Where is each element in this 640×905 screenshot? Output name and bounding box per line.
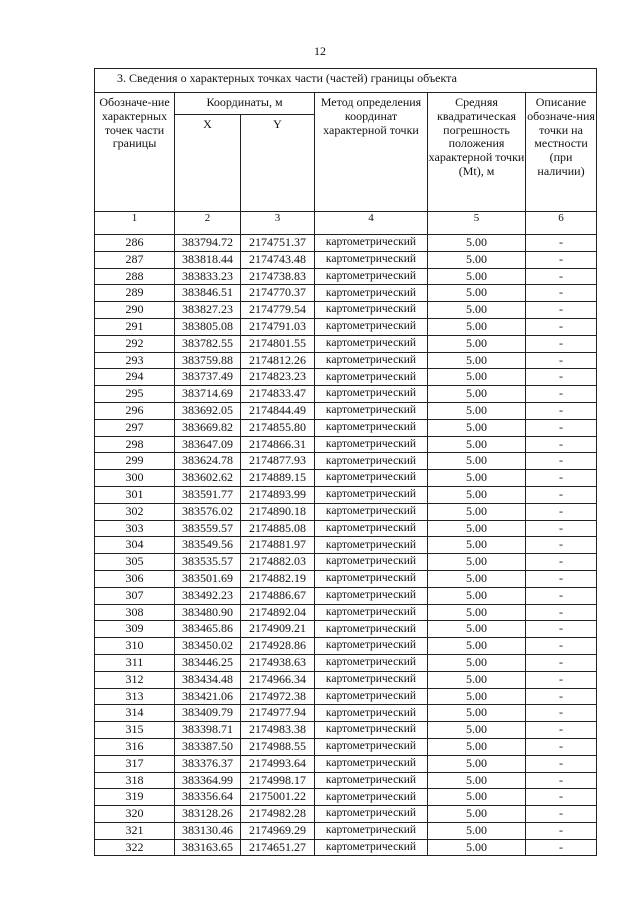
table-body <box>95 235 597 856</box>
method-cell: картометрический <box>315 705 428 722</box>
method-cell: картометрический <box>315 688 428 705</box>
error-cell: 5.00 <box>428 621 526 638</box>
table-row <box>95 570 597 587</box>
y-coordinate-cell: 2174892.04 <box>241 604 315 621</box>
y-coordinate-cell: 2174885.08 <box>241 520 315 537</box>
error-cell: 5.00 <box>428 806 526 823</box>
method-cell: картометрический <box>315 654 428 671</box>
error-cell: 5.00 <box>428 587 526 604</box>
y-coordinate-cell: 2174909.21 <box>241 621 315 638</box>
method-cell: картометрический <box>315 453 428 470</box>
method-cell: картометрический <box>315 671 428 688</box>
description-cell: - <box>526 570 597 587</box>
table-row <box>95 386 597 403</box>
method-cell: картометрический <box>315 268 428 285</box>
x-coordinate-cell: 383480.90 <box>175 604 241 621</box>
error-cell: 5.00 <box>428 386 526 403</box>
description-cell: - <box>526 486 597 503</box>
header-y: Y <box>241 115 315 212</box>
method-cell: картометрический <box>315 235 428 252</box>
point-id-cell: 310 <box>95 638 175 655</box>
x-coordinate-cell: 383602.62 <box>175 470 241 487</box>
x-coordinate-cell: 383163.65 <box>175 839 241 856</box>
method-cell: картометрический <box>315 537 428 554</box>
method-cell: картометрический <box>315 621 428 638</box>
error-cell: 5.00 <box>428 554 526 571</box>
column-number: 3 <box>241 212 315 235</box>
method-cell: картометрический <box>315 638 428 655</box>
description-cell: - <box>526 822 597 839</box>
method-cell: картометрический <box>315 386 428 403</box>
point-id-cell: 299 <box>95 453 175 470</box>
description-cell: - <box>526 688 597 705</box>
method-cell: картометрический <box>315 335 428 352</box>
method-cell: картометрический <box>315 789 428 806</box>
table-row <box>95 604 597 621</box>
error-cell: 5.00 <box>428 470 526 487</box>
method-cell: картометрический <box>315 839 428 856</box>
description-cell: - <box>526 638 597 655</box>
error-cell: 5.00 <box>428 436 526 453</box>
point-id-cell: 288 <box>95 268 175 285</box>
x-coordinate-cell: 383409.79 <box>175 705 241 722</box>
error-cell: 5.00 <box>428 251 526 268</box>
description-cell: - <box>526 335 597 352</box>
y-coordinate-cell: 2174823.23 <box>241 369 315 386</box>
x-coordinate-cell: 383364.99 <box>175 772 241 789</box>
table-row <box>95 688 597 705</box>
point-id-cell: 312 <box>95 671 175 688</box>
point-id-cell: 314 <box>95 705 175 722</box>
error-cell: 5.00 <box>428 235 526 252</box>
table-row <box>95 671 597 688</box>
error-cell: 5.00 <box>428 537 526 554</box>
error-cell: 5.00 <box>428 486 526 503</box>
x-coordinate-cell: 383669.82 <box>175 419 241 436</box>
error-cell: 5.00 <box>428 285 526 302</box>
method-cell: картометрический <box>315 486 428 503</box>
method-cell: картометрический <box>315 570 428 587</box>
header-coordinates: Координаты, м <box>175 93 315 115</box>
method-cell: картометрический <box>315 554 428 571</box>
y-coordinate-cell: 2174651.27 <box>241 839 315 856</box>
header-designation: Обозначе-ние характерных точек части границы <box>95 93 175 212</box>
description-cell: - <box>526 453 597 470</box>
table-row <box>95 352 597 369</box>
x-coordinate-cell: 383818.44 <box>175 251 241 268</box>
description-cell: - <box>526 587 597 604</box>
error-cell: 5.00 <box>428 604 526 621</box>
table-row <box>95 486 597 503</box>
x-coordinate-cell: 383576.02 <box>175 503 241 520</box>
error-cell: 5.00 <box>428 419 526 436</box>
y-coordinate-cell: 2174882.03 <box>241 554 315 571</box>
x-coordinate-cell: 383356.64 <box>175 789 241 806</box>
y-coordinate-cell: 2174743.48 <box>241 251 315 268</box>
error-cell: 5.00 <box>428 671 526 688</box>
table-row <box>95 638 597 655</box>
method-cell: картометрический <box>315 251 428 268</box>
description-cell: - <box>526 318 597 335</box>
x-coordinate-cell: 383535.57 <box>175 554 241 571</box>
error-cell: 5.00 <box>428 503 526 520</box>
point-id-cell: 308 <box>95 604 175 621</box>
description-cell: - <box>526 470 597 487</box>
error-cell: 5.00 <box>428 352 526 369</box>
point-id-cell: 287 <box>95 251 175 268</box>
x-coordinate-cell: 383794.72 <box>175 235 241 252</box>
error-cell: 5.00 <box>428 402 526 419</box>
error-cell: 5.00 <box>428 570 526 587</box>
table-row <box>95 722 597 739</box>
point-id-cell: 290 <box>95 302 175 319</box>
method-cell: картометрический <box>315 503 428 520</box>
point-id-cell: 311 <box>95 654 175 671</box>
y-coordinate-cell: 2174893.99 <box>241 486 315 503</box>
y-coordinate-cell: 2174928.86 <box>241 638 315 655</box>
x-coordinate-cell: 383398.71 <box>175 722 241 739</box>
point-id-cell: 303 <box>95 520 175 537</box>
table-row <box>95 268 597 285</box>
x-coordinate-cell: 383376.37 <box>175 755 241 772</box>
point-id-cell: 295 <box>95 386 175 403</box>
description-cell: - <box>526 302 597 319</box>
boundary-points-table <box>94 68 597 856</box>
table-row <box>95 755 597 772</box>
method-cell: картометрический <box>315 318 428 335</box>
x-coordinate-cell: 383759.88 <box>175 352 241 369</box>
column-number: 2 <box>175 212 241 235</box>
error-cell: 5.00 <box>428 369 526 386</box>
table-row <box>95 839 597 856</box>
y-coordinate-cell: 2174889.15 <box>241 470 315 487</box>
point-id-cell: 306 <box>95 570 175 587</box>
header-error: Средняя квадратическая погрешность положения характерной точки (Mt), м <box>428 93 526 212</box>
point-id-cell: 315 <box>95 722 175 739</box>
y-coordinate-cell: 2174972.38 <box>241 688 315 705</box>
y-coordinate-cell: 2174886.67 <box>241 587 315 604</box>
table-row <box>95 402 597 419</box>
x-coordinate-cell: 383559.57 <box>175 520 241 537</box>
error-cell: 5.00 <box>428 654 526 671</box>
table-row <box>95 537 597 554</box>
y-coordinate-cell: 2174890.18 <box>241 503 315 520</box>
y-coordinate-cell: 2174983.38 <box>241 722 315 739</box>
point-id-cell: 292 <box>95 335 175 352</box>
method-cell: картометрический <box>315 806 428 823</box>
x-coordinate-cell: 383827.23 <box>175 302 241 319</box>
method-cell: картометрический <box>315 755 428 772</box>
error-cell: 5.00 <box>428 302 526 319</box>
description-cell: - <box>526 621 597 638</box>
y-coordinate-cell: 2174855.80 <box>241 419 315 436</box>
description-cell: - <box>526 839 597 856</box>
y-coordinate-cell: 2174844.49 <box>241 402 315 419</box>
description-cell: - <box>526 738 597 755</box>
y-coordinate-cell: 2174882.19 <box>241 570 315 587</box>
y-coordinate-cell: 2174977.94 <box>241 705 315 722</box>
error-cell: 5.00 <box>428 318 526 335</box>
page-number: 12 <box>314 44 326 58</box>
y-coordinate-cell: 2174881.97 <box>241 537 315 554</box>
y-coordinate-cell: 2174988.55 <box>241 738 315 755</box>
error-cell: 5.00 <box>428 705 526 722</box>
description-cell: - <box>526 251 597 268</box>
point-id-cell: 316 <box>95 738 175 755</box>
x-coordinate-cell: 383450.02 <box>175 638 241 655</box>
y-coordinate-cell: 2174969.29 <box>241 822 315 839</box>
error-cell: 5.00 <box>428 789 526 806</box>
description-cell: - <box>526 369 597 386</box>
method-cell: картометрический <box>315 587 428 604</box>
column-number: 6 <box>526 212 597 235</box>
point-id-cell: 318 <box>95 772 175 789</box>
description-cell: - <box>526 285 597 302</box>
y-coordinate-cell: 2174998.17 <box>241 772 315 789</box>
method-cell: картометрический <box>315 470 428 487</box>
description-cell: - <box>526 671 597 688</box>
error-cell: 5.00 <box>428 822 526 839</box>
point-id-cell: 320 <box>95 806 175 823</box>
table-row <box>95 302 597 319</box>
x-coordinate-cell: 383434.48 <box>175 671 241 688</box>
table-row <box>95 789 597 806</box>
y-coordinate-cell: 2174833.47 <box>241 386 315 403</box>
y-coordinate-cell: 2174966.34 <box>241 671 315 688</box>
method-cell: картометрический <box>315 520 428 537</box>
table-row <box>95 335 597 352</box>
table-row <box>95 705 597 722</box>
x-coordinate-cell: 383846.51 <box>175 285 241 302</box>
method-cell: картометрический <box>315 436 428 453</box>
header-description: Описание обозначе-ния точки на местности (при наличии) <box>526 93 597 212</box>
error-cell: 5.00 <box>428 520 526 537</box>
point-id-cell: 300 <box>95 470 175 487</box>
x-coordinate-cell: 383591.77 <box>175 486 241 503</box>
point-id-cell: 321 <box>95 822 175 839</box>
y-coordinate-cell: 2174877.93 <box>241 453 315 470</box>
y-coordinate-cell: 2174812.26 <box>241 352 315 369</box>
description-cell: - <box>526 604 597 621</box>
point-id-cell: 298 <box>95 436 175 453</box>
description-cell: - <box>526 419 597 436</box>
x-coordinate-cell: 383692.05 <box>175 402 241 419</box>
table-row <box>95 453 597 470</box>
error-cell: 5.00 <box>428 335 526 352</box>
error-cell: 5.00 <box>428 268 526 285</box>
description-cell: - <box>526 705 597 722</box>
description-cell: - <box>526 722 597 739</box>
table-row <box>95 436 597 453</box>
method-cell: картометрический <box>315 352 428 369</box>
x-coordinate-cell: 383501.69 <box>175 570 241 587</box>
y-coordinate-cell: 2174993.64 <box>241 755 315 772</box>
x-coordinate-cell: 383387.50 <box>175 738 241 755</box>
y-coordinate-cell: 2174801.55 <box>241 335 315 352</box>
header-method: Метод определения координат характерной точки <box>315 93 428 212</box>
table-row <box>95 470 597 487</box>
table-row <box>95 621 597 638</box>
y-coordinate-cell: 2175001.22 <box>241 789 315 806</box>
error-cell: 5.00 <box>428 755 526 772</box>
description-cell: - <box>526 755 597 772</box>
description-cell: - <box>526 386 597 403</box>
point-id-cell: 307 <box>95 587 175 604</box>
description-cell: - <box>526 503 597 520</box>
method-cell: картометрический <box>315 822 428 839</box>
table-row <box>95 235 597 252</box>
point-id-cell: 302 <box>95 503 175 520</box>
y-coordinate-cell: 2174751.37 <box>241 235 315 252</box>
method-cell: картометрический <box>315 419 428 436</box>
table-row <box>95 419 597 436</box>
error-cell: 5.00 <box>428 839 526 856</box>
y-coordinate-cell: 2174938.63 <box>241 654 315 671</box>
table-row <box>95 738 597 755</box>
x-coordinate-cell: 383465.86 <box>175 621 241 638</box>
table-row <box>95 554 597 571</box>
table-row <box>95 822 597 839</box>
y-coordinate-cell: 2174791.03 <box>241 318 315 335</box>
point-id-cell: 294 <box>95 369 175 386</box>
x-coordinate-cell: 383714.69 <box>175 386 241 403</box>
error-cell: 5.00 <box>428 738 526 755</box>
x-coordinate-cell: 383130.46 <box>175 822 241 839</box>
x-coordinate-cell: 383421.06 <box>175 688 241 705</box>
x-coordinate-cell: 383492.23 <box>175 587 241 604</box>
y-coordinate-cell: 2174982.28 <box>241 806 315 823</box>
table-row <box>95 285 597 302</box>
y-coordinate-cell: 2174866.31 <box>241 436 315 453</box>
table-row <box>95 772 597 789</box>
table-row <box>95 503 597 520</box>
method-cell: картометрический <box>315 302 428 319</box>
table-row <box>95 806 597 823</box>
description-cell: - <box>526 402 597 419</box>
description-cell: - <box>526 554 597 571</box>
method-cell: картометрический <box>315 772 428 789</box>
table-row <box>95 587 597 604</box>
description-cell: - <box>526 235 597 252</box>
point-id-cell: 296 <box>95 402 175 419</box>
description-cell: - <box>526 772 597 789</box>
description-cell: - <box>526 654 597 671</box>
description-cell: - <box>526 436 597 453</box>
section-title: 3. Сведения о характерных точках части (частей) границы объекта <box>95 69 597 93</box>
x-coordinate-cell: 383446.25 <box>175 654 241 671</box>
point-id-cell: 322 <box>95 839 175 856</box>
x-coordinate-cell: 383833.23 <box>175 268 241 285</box>
column-number: 4 <box>315 212 428 235</box>
point-id-cell: 291 <box>95 318 175 335</box>
point-id-cell: 305 <box>95 554 175 571</box>
column-number: 1 <box>95 212 175 235</box>
x-coordinate-cell: 383805.08 <box>175 318 241 335</box>
method-cell: картометрический <box>315 369 428 386</box>
point-id-cell: 293 <box>95 352 175 369</box>
table-row <box>95 520 597 537</box>
point-id-cell: 309 <box>95 621 175 638</box>
x-coordinate-cell: 383782.55 <box>175 335 241 352</box>
y-coordinate-cell: 2174738.83 <box>241 268 315 285</box>
point-id-cell: 319 <box>95 789 175 806</box>
table-row <box>95 318 597 335</box>
table-row <box>95 654 597 671</box>
method-cell: картометрический <box>315 722 428 739</box>
point-id-cell: 317 <box>95 755 175 772</box>
point-id-cell: 304 <box>95 537 175 554</box>
description-cell: - <box>526 789 597 806</box>
description-cell: - <box>526 520 597 537</box>
table-row <box>95 251 597 268</box>
error-cell: 5.00 <box>428 638 526 655</box>
description-cell: - <box>526 806 597 823</box>
description-cell: - <box>526 268 597 285</box>
x-coordinate-cell: 383549.56 <box>175 537 241 554</box>
x-coordinate-cell: 383647.09 <box>175 436 241 453</box>
point-id-cell: 313 <box>95 688 175 705</box>
x-coordinate-cell: 383737.49 <box>175 369 241 386</box>
method-cell: картометрический <box>315 738 428 755</box>
y-coordinate-cell: 2174779.54 <box>241 302 315 319</box>
error-cell: 5.00 <box>428 722 526 739</box>
error-cell: 5.00 <box>428 772 526 789</box>
point-id-cell: 289 <box>95 285 175 302</box>
description-cell: - <box>526 537 597 554</box>
method-cell: картометрический <box>315 604 428 621</box>
table-row <box>95 369 597 386</box>
error-cell: 5.00 <box>428 688 526 705</box>
header-x: X <box>175 115 241 212</box>
error-cell: 5.00 <box>428 453 526 470</box>
x-coordinate-cell: 383128.26 <box>175 806 241 823</box>
method-cell: картометрический <box>315 285 428 302</box>
x-coordinate-cell: 383624.78 <box>175 453 241 470</box>
column-number: 5 <box>428 212 526 235</box>
method-cell: картометрический <box>315 402 428 419</box>
point-id-cell: 301 <box>95 486 175 503</box>
point-id-cell: 286 <box>95 235 175 252</box>
y-coordinate-cell: 2174770.37 <box>241 285 315 302</box>
description-cell: - <box>526 352 597 369</box>
column-number-row <box>95 212 597 235</box>
point-id-cell: 297 <box>95 419 175 436</box>
